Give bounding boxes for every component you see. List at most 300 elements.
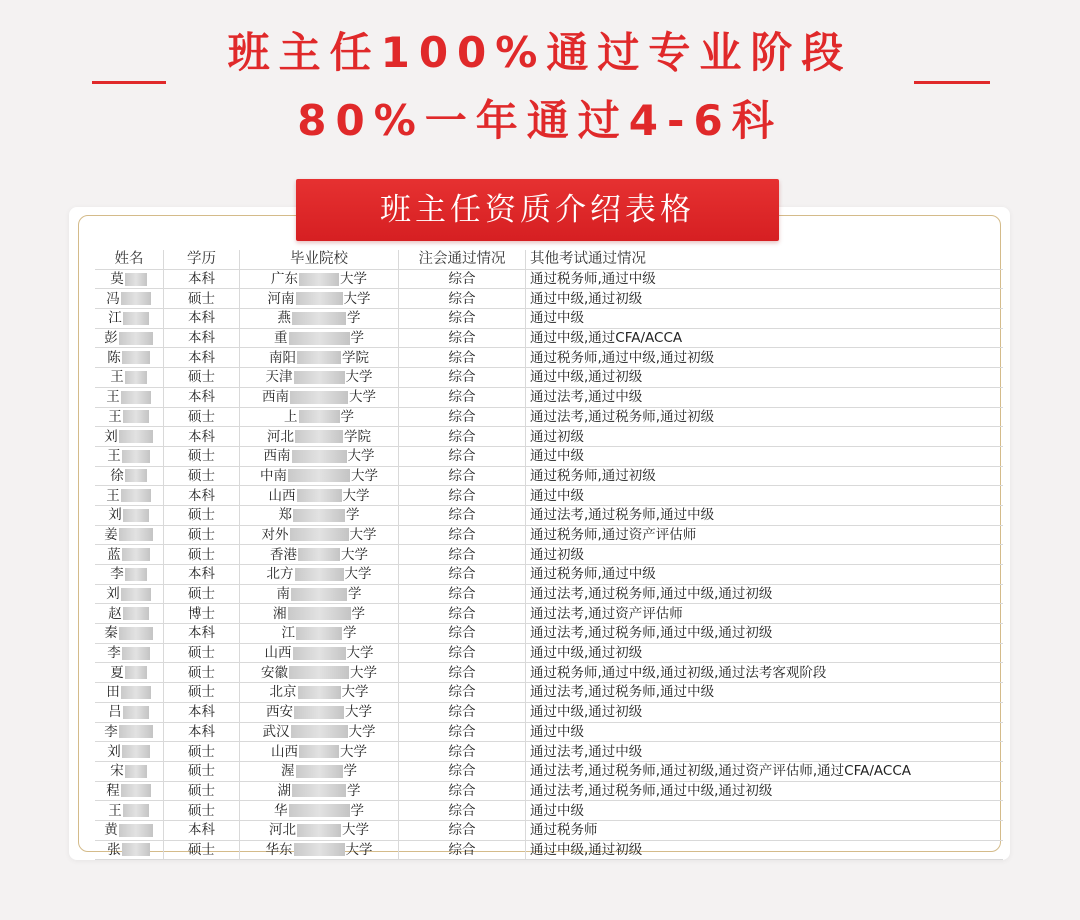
school-suffix: 大学 <box>351 467 378 484</box>
school-prefix: 南阳 <box>269 349 296 366</box>
cell-other-exams: 通过中级 <box>526 486 1004 506</box>
name-text: 夏 <box>110 664 124 681</box>
school-suffix: 学 <box>343 625 357 642</box>
cell-cpa-status: 综合 <box>399 427 526 447</box>
cell-education: 本科 <box>164 427 240 447</box>
table-row <box>95 781 1003 801</box>
table-row <box>95 663 1003 683</box>
cell-school <box>240 624 399 644</box>
redaction-blur <box>119 430 153 443</box>
redaction-blur <box>290 391 348 404</box>
name-text: 刘 <box>107 743 121 760</box>
redaction-blur <box>125 273 147 286</box>
cell-education: 博士 <box>164 604 240 624</box>
table-row <box>95 742 1003 762</box>
redaction-blur <box>121 489 151 502</box>
column-header-name: 姓名 <box>95 250 164 269</box>
redaction-blur <box>122 450 150 463</box>
cell-name <box>95 466 164 486</box>
cell-other-exams: 通过法考,通过税务师,通过中级 <box>526 505 1004 525</box>
cell-education: 硕士 <box>164 407 240 427</box>
cell-cpa-status: 综合 <box>399 624 526 644</box>
cell-education: 硕士 <box>164 446 240 466</box>
redaction-blur <box>125 568 147 581</box>
redaction-blur <box>119 528 153 541</box>
cell-education: 本科 <box>164 269 240 289</box>
cell-other-exams: 通过法考,通过税务师,通过中级,通过初级 <box>526 624 1004 644</box>
cell-school <box>240 702 399 722</box>
cell-cpa-status: 综合 <box>399 309 526 329</box>
redaction-blur <box>296 765 343 778</box>
school-prefix: 中南 <box>260 467 287 484</box>
school-suffix: 大学 <box>341 684 369 701</box>
cell-cpa-status: 综合 <box>399 663 526 683</box>
table-row <box>95 702 1003 722</box>
school-suffix: 大学 <box>340 271 367 288</box>
cell-school <box>240 820 399 840</box>
table-row <box>95 387 1003 407</box>
cell-school <box>240 427 399 447</box>
school-suffix: 大学 <box>345 704 372 721</box>
cell-other-exams: 通过税务师,通过中级 <box>526 565 1004 585</box>
column-header-other-exams: 其他考试通过情况 <box>526 250 1004 269</box>
cell-cpa-status: 综合 <box>399 269 526 289</box>
table-row <box>95 486 1003 506</box>
table-row <box>95 683 1003 703</box>
cell-other-exams: 通过中级,通过CFA/ACCA <box>526 328 1004 348</box>
school-prefix: 安徽 <box>261 664 288 681</box>
redaction-blur <box>299 410 340 423</box>
cell-cpa-status: 综合 <box>399 486 526 506</box>
name-text: 姜 <box>104 526 118 543</box>
cell-school <box>240 781 399 801</box>
cell-school <box>240 309 399 329</box>
school-prefix: 湖 <box>277 782 291 799</box>
cell-cpa-status: 综合 <box>399 742 526 762</box>
school-prefix: 北方 <box>266 566 294 583</box>
redaction-blur <box>291 588 347 601</box>
cell-school <box>240 269 399 289</box>
cell-other-exams: 通过税务师,通过资产评估师 <box>526 525 1004 545</box>
redaction-blur <box>121 588 151 601</box>
cell-school <box>240 328 399 348</box>
table-row <box>95 309 1003 329</box>
cell-other-exams: 通过中级,通过初级 <box>526 702 1004 722</box>
school-prefix: 西南 <box>263 448 291 465</box>
redaction-blur <box>125 765 147 778</box>
cell-school <box>240 742 399 762</box>
cell-name <box>95 427 164 447</box>
name-text: 陈 <box>107 349 121 366</box>
column-header-education: 学历 <box>164 250 240 269</box>
cell-other-exams: 通过法考,通过税务师,通过中级 <box>526 683 1004 703</box>
school-suffix: 学 <box>351 605 365 622</box>
name-text: 冯 <box>106 290 120 307</box>
name-text: 王 <box>110 369 124 386</box>
cell-other-exams: 通过中级 <box>526 309 1004 329</box>
cell-other-exams: 通过法考,通过中级 <box>526 742 1004 762</box>
redaction-blur <box>296 627 342 640</box>
school-suffix: 学 <box>343 763 357 780</box>
school-suffix: 学 <box>346 507 360 524</box>
cell-cpa-status: 综合 <box>399 801 526 821</box>
name-text: 李 <box>110 566 124 583</box>
cell-cpa-status: 综合 <box>399 407 526 427</box>
cell-education: 本科 <box>164 486 240 506</box>
school-prefix: 武汉 <box>262 723 290 740</box>
cell-school <box>240 683 399 703</box>
cell-other-exams: 通过法考,通过税务师,通过中级,通过初级 <box>526 584 1004 604</box>
school-suffix: 学 <box>350 802 364 819</box>
cell-name <box>95 840 164 860</box>
redaction-blur <box>121 686 151 699</box>
name-text: 张 <box>107 841 121 858</box>
name-text: 徐 <box>110 467 124 484</box>
cell-education: 硕士 <box>164 643 240 663</box>
cell-name <box>95 407 164 427</box>
cell-school <box>240 446 399 466</box>
school-suffix: 大学 <box>347 448 375 465</box>
table-row <box>95 643 1003 663</box>
school-prefix: 香港 <box>270 546 297 563</box>
cell-name <box>95 820 164 840</box>
name-text: 江 <box>108 310 122 327</box>
name-text: 宋 <box>110 763 124 780</box>
redaction-blur <box>122 843 150 856</box>
redaction-blur <box>121 784 151 797</box>
table-row <box>95 368 1003 388</box>
school-prefix: 河北 <box>267 428 294 445</box>
cell-school <box>240 801 399 821</box>
cell-cpa-status: 综合 <box>399 466 526 486</box>
table-row <box>95 820 1003 840</box>
cell-school <box>240 604 399 624</box>
cell-education: 硕士 <box>164 781 240 801</box>
cell-other-exams: 通过税务师,通过初级 <box>526 466 1004 486</box>
table-row <box>95 565 1003 585</box>
name-text: 王 <box>108 802 122 819</box>
name-text: 程 <box>106 782 120 799</box>
cell-education: 硕士 <box>164 289 240 309</box>
cell-other-exams: 通过法考,通过税务师,通过中级,通过初级 <box>526 781 1004 801</box>
cell-school <box>240 348 399 368</box>
cell-school <box>240 643 399 663</box>
table-header-row <box>95 250 1003 269</box>
school-suffix: 大学 <box>340 743 367 760</box>
cell-other-exams: 通过税务师 <box>526 820 1004 840</box>
redaction-blur <box>119 627 153 640</box>
table-row <box>95 505 1003 525</box>
cell-cpa-status: 综合 <box>399 348 526 368</box>
redaction-blur <box>293 509 345 522</box>
cell-name <box>95 545 164 565</box>
school-suffix: 学院 <box>342 349 369 366</box>
cell-cpa-status: 综合 <box>399 289 526 309</box>
cell-education: 硕士 <box>164 545 240 565</box>
redaction-blur <box>299 745 339 758</box>
name-text: 秦 <box>104 625 118 642</box>
school-suffix: 学 <box>340 408 354 425</box>
cell-cpa-status: 综合 <box>399 387 526 407</box>
cell-school <box>240 289 399 309</box>
cell-cpa-status: 综合 <box>399 761 526 781</box>
redaction-blur <box>294 706 344 719</box>
school-suffix: 大学 <box>344 566 372 583</box>
cell-cpa-status: 综合 <box>399 505 526 525</box>
cell-other-exams: 通过法考,通过资产评估师 <box>526 604 1004 624</box>
school-prefix: 对外 <box>261 526 289 543</box>
redaction-blur <box>288 469 350 482</box>
school-prefix: 天津 <box>265 369 293 386</box>
redaction-blur <box>294 843 345 856</box>
redaction-blur <box>122 548 150 561</box>
cell-school <box>240 387 399 407</box>
name-text: 彭 <box>104 330 118 347</box>
cell-school <box>240 840 399 860</box>
redaction-blur <box>122 647 150 660</box>
cell-name <box>95 604 164 624</box>
table-row <box>95 525 1003 545</box>
table-row <box>95 348 1003 368</box>
cell-school <box>240 545 399 565</box>
redaction-blur <box>123 706 149 719</box>
school-suffix: 大学 <box>345 841 373 858</box>
cell-education: 本科 <box>164 565 240 585</box>
cell-cpa-status: 综合 <box>399 584 526 604</box>
cell-name <box>95 565 164 585</box>
redaction-blur <box>123 312 149 325</box>
name-text: 田 <box>106 684 120 701</box>
redaction-blur <box>296 292 343 305</box>
cell-education: 硕士 <box>164 525 240 545</box>
cell-other-exams: 通过中级 <box>526 801 1004 821</box>
cell-education: 硕士 <box>164 368 240 388</box>
cell-education: 硕士 <box>164 505 240 525</box>
cell-school <box>240 368 399 388</box>
cell-name <box>95 722 164 742</box>
redaction-blur <box>292 312 346 325</box>
redaction-blur <box>122 745 150 758</box>
redaction-blur <box>125 469 147 482</box>
redaction-blur <box>123 410 149 423</box>
name-text: 王 <box>108 408 122 425</box>
table-row <box>95 289 1003 309</box>
headline-line-1: 班主任100%通过专业阶段 <box>227 28 853 77</box>
column-header-cpa-status: 注会通过情况 <box>399 250 526 269</box>
school-prefix: 燕 <box>277 310 291 327</box>
school-prefix: 江 <box>281 625 295 642</box>
school-prefix: 华 <box>274 802 288 819</box>
cell-education: 本科 <box>164 348 240 368</box>
cell-education: 硕士 <box>164 801 240 821</box>
cell-other-exams: 通过法考,通过税务师,通过初级 <box>526 407 1004 427</box>
school-suffix: 大学 <box>343 290 371 307</box>
redaction-blur <box>291 725 348 738</box>
table-row <box>95 466 1003 486</box>
name-text: 刘 <box>108 507 122 524</box>
school-suffix: 大学 <box>348 723 376 740</box>
cell-cpa-status: 综合 <box>399 446 526 466</box>
name-text: 吕 <box>108 704 122 721</box>
cell-school <box>240 584 399 604</box>
cell-cpa-status: 综合 <box>399 722 526 742</box>
redaction-blur <box>121 292 151 305</box>
table-row <box>95 328 1003 348</box>
cell-name <box>95 348 164 368</box>
name-text: 刘 <box>104 428 118 445</box>
cell-name <box>95 683 164 703</box>
table-row <box>95 722 1003 742</box>
school-suffix: 大学 <box>346 645 374 662</box>
cell-name <box>95 486 164 506</box>
school-suffix: 大学 <box>349 526 377 543</box>
card-title-banner: 班主任资质介绍表格 <box>296 179 779 241</box>
redaction-blur <box>299 273 339 286</box>
cell-education: 硕士 <box>164 466 240 486</box>
cell-name <box>95 387 164 407</box>
cell-name <box>95 525 164 545</box>
cell-name <box>95 269 164 289</box>
school-suffix: 大学 <box>342 487 370 504</box>
name-text: 刘 <box>106 586 120 603</box>
cell-cpa-status: 综合 <box>399 565 526 585</box>
cell-school <box>240 663 399 683</box>
school-suffix: 学 <box>347 782 361 799</box>
name-text: 莫 <box>110 271 124 288</box>
table-row <box>95 801 1003 821</box>
school-suffix: 学 <box>348 586 362 603</box>
cell-other-exams: 通过税务师,通过中级 <box>526 269 1004 289</box>
cell-school <box>240 486 399 506</box>
school-prefix: 山西 <box>264 645 292 662</box>
table-row <box>95 407 1003 427</box>
school-prefix: 河北 <box>269 822 296 839</box>
school-prefix: 南 <box>276 586 290 603</box>
cell-other-exams: 通过法考,通过税务师,通过初级,通过资产评估师,通过CFA/ACCA <box>526 761 1004 781</box>
cell-name <box>95 446 164 466</box>
cell-name <box>95 742 164 762</box>
cell-cpa-status: 综合 <box>399 525 526 545</box>
redaction-blur <box>289 332 350 345</box>
school-prefix: 湘 <box>273 605 287 622</box>
school-prefix: 河南 <box>267 290 295 307</box>
redaction-blur <box>298 686 341 699</box>
qualification-table-wrap <box>95 250 995 860</box>
name-text: 蓝 <box>107 546 121 563</box>
school-suffix: 大学 <box>349 389 376 406</box>
school-suffix: 大学 <box>350 664 377 681</box>
redaction-blur <box>298 548 340 561</box>
cell-other-exams: 通过中级 <box>526 722 1004 742</box>
cell-other-exams: 通过初级 <box>526 545 1004 565</box>
school-suffix: 大学 <box>342 822 369 839</box>
school-suffix: 大学 <box>341 546 368 563</box>
name-text: 赵 <box>108 605 122 622</box>
cell-other-exams: 通过法考,通过中级 <box>526 387 1004 407</box>
cell-school <box>240 761 399 781</box>
school-suffix: 学院 <box>344 428 371 445</box>
column-header-school: 毕业院校 <box>240 250 399 269</box>
cell-name <box>95 368 164 388</box>
school-prefix: 山西 <box>271 743 298 760</box>
cell-other-exams: 通过税务师,通过中级,通过初级 <box>526 348 1004 368</box>
table-row <box>95 604 1003 624</box>
cell-name <box>95 505 164 525</box>
redaction-blur <box>125 666 147 679</box>
school-prefix: 重 <box>274 330 288 347</box>
redaction-blur <box>292 450 347 463</box>
cell-school <box>240 565 399 585</box>
redaction-blur <box>297 351 341 364</box>
cell-name <box>95 781 164 801</box>
school-prefix: 郑 <box>278 507 292 524</box>
redaction-blur <box>119 824 153 837</box>
cell-other-exams: 通过初级 <box>526 427 1004 447</box>
cell-name <box>95 289 164 309</box>
cell-education: 本科 <box>164 624 240 644</box>
cell-name <box>95 663 164 683</box>
school-prefix: 渥 <box>281 763 295 780</box>
cell-education: 本科 <box>164 387 240 407</box>
cell-education: 本科 <box>164 722 240 742</box>
table-row <box>95 624 1003 644</box>
school-suffix: 学 <box>347 310 361 327</box>
cell-cpa-status: 综合 <box>399 840 526 860</box>
redaction-blur <box>297 824 341 837</box>
school-prefix: 广东 <box>271 271 298 288</box>
cell-school <box>240 466 399 486</box>
headline-rule-left <box>92 81 166 84</box>
cell-cpa-status: 综合 <box>399 781 526 801</box>
school-suffix: 学 <box>350 330 364 347</box>
name-text: 王 <box>106 389 120 406</box>
cell-cpa-status: 综合 <box>399 604 526 624</box>
cell-name <box>95 624 164 644</box>
cell-education: 硕士 <box>164 584 240 604</box>
school-suffix: 大学 <box>345 369 373 386</box>
school-prefix: 西南 <box>262 389 289 406</box>
table-row <box>95 584 1003 604</box>
cell-cpa-status: 综合 <box>399 643 526 663</box>
table-row <box>95 446 1003 466</box>
qualification-table <box>95 250 1003 860</box>
cell-school <box>240 407 399 427</box>
cell-education: 本科 <box>164 309 240 329</box>
cell-education: 硕士 <box>164 840 240 860</box>
redaction-blur <box>290 528 349 541</box>
cell-name <box>95 761 164 781</box>
cell-name <box>95 801 164 821</box>
cell-other-exams: 通过中级,通过初级 <box>526 643 1004 663</box>
cell-education: 硕士 <box>164 663 240 683</box>
cell-name <box>95 643 164 663</box>
name-text: 王 <box>106 487 120 504</box>
name-text: 李 <box>104 723 118 740</box>
cell-other-exams: 通过中级,通过初级 <box>526 368 1004 388</box>
cell-other-exams: 通过税务师,通过中级,通过初级,通过法考客观阶段 <box>526 663 1004 683</box>
redaction-blur <box>293 647 346 660</box>
cell-name <box>95 328 164 348</box>
redaction-blur <box>122 351 150 364</box>
cell-education: 硕士 <box>164 683 240 703</box>
cell-school <box>240 525 399 545</box>
redaction-blur <box>295 430 343 443</box>
redaction-blur <box>125 371 147 384</box>
redaction-blur <box>123 607 149 620</box>
school-prefix: 西安 <box>266 704 293 721</box>
cell-school <box>240 505 399 525</box>
redaction-blur <box>289 804 350 817</box>
